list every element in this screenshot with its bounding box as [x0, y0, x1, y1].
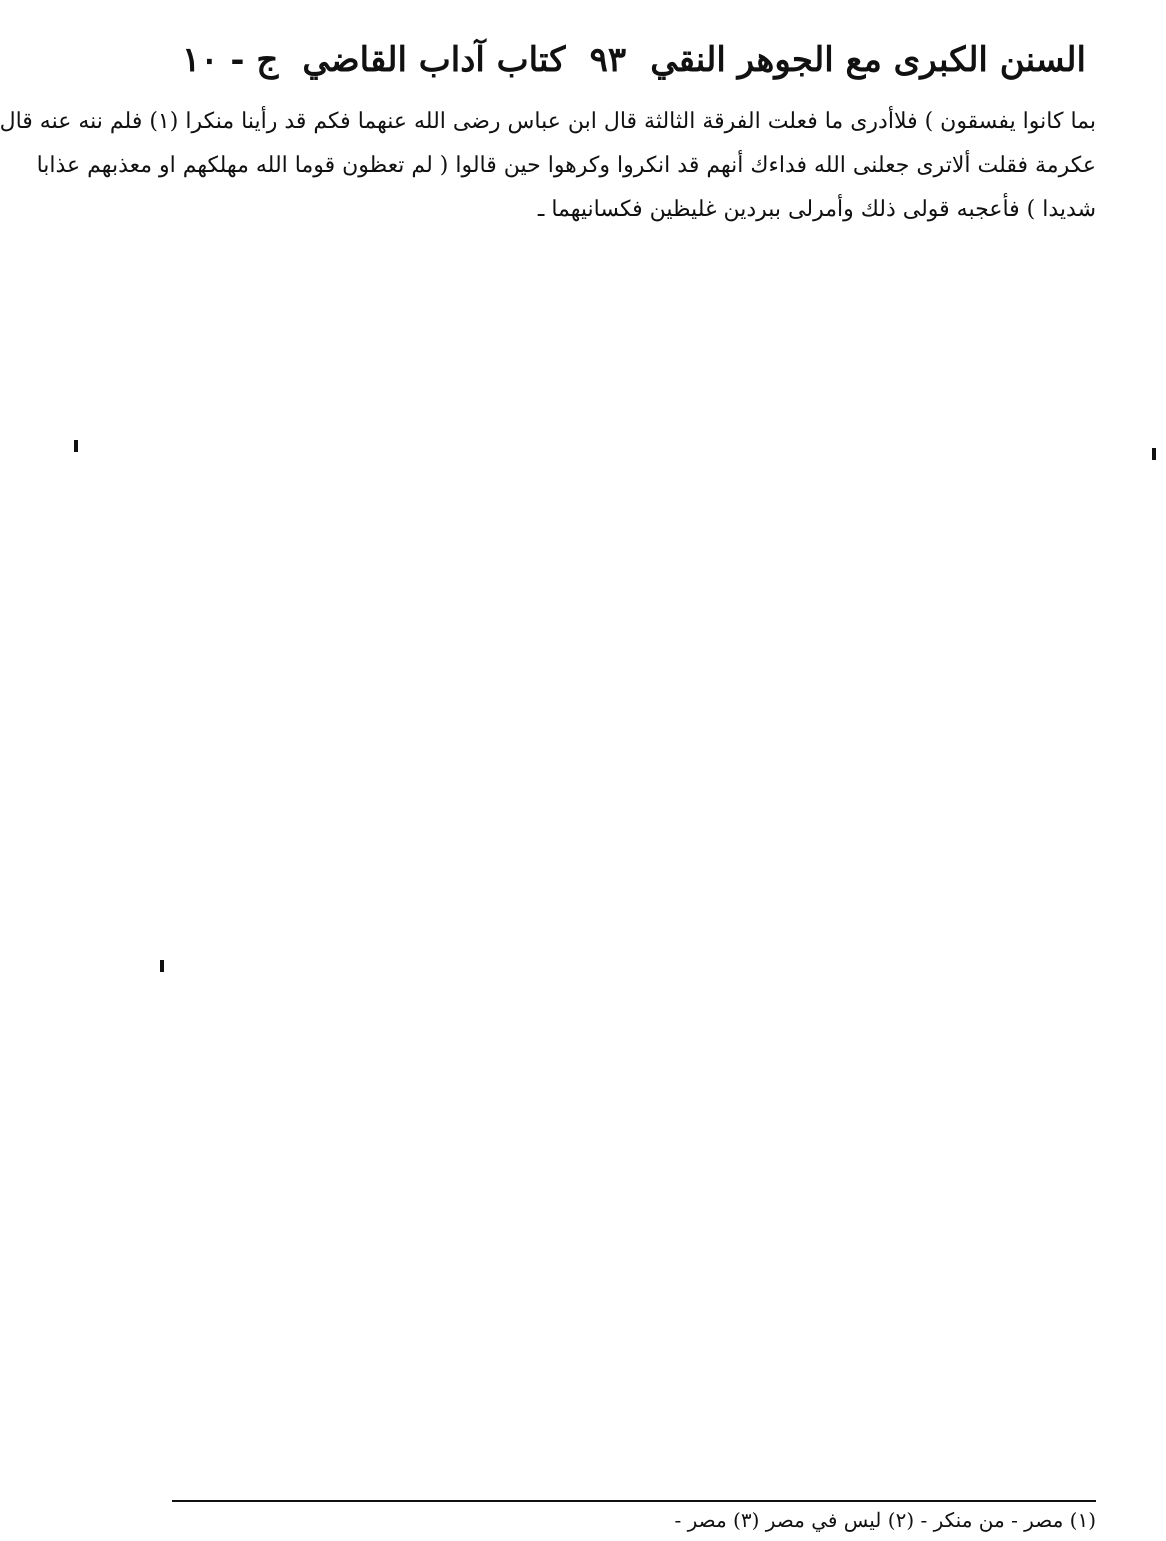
- header-title: السنن الكبرى مع الجوهر النقي: [650, 40, 1086, 80]
- margin-mark: [74, 440, 78, 452]
- footnotes: (١) مصر - من منكر - (٢) ليس في مصر (٣) مصر -: [674, 1508, 1096, 1532]
- text-line: بما كانوا يفسقون ) فلاأدرى ما فعلت الفرقة الثالثة قال ابن عباس رضى الله عنهما فكم قد رأينا منكرا (١) فلم ننه عنه قال: [0, 109, 1096, 134]
- margin-mark: [1152, 448, 1156, 460]
- header-volume: ج - ١٠: [182, 40, 279, 80]
- page-number: ٩٣: [589, 40, 627, 80]
- margin-mark: [160, 960, 164, 972]
- footnote-rule: [172, 1500, 1096, 1502]
- running-header: [182, 30, 1086, 90]
- text-line: عكرمة فقلت ألاترى جعلنى الله فداءك أنهم قد انكروا وكرهوا حين قالوا ( لم تعظون قوما الله مهلكهم او معذبهم عذابا: [36, 153, 1096, 178]
- text-line: شديدا ) فأعجبه قولى ذلك وأمرلى ببردين غليظين فكسانيهما ـ: [537, 197, 1096, 222]
- header-book-title: كتاب آداب القاضي: [302, 40, 566, 80]
- body-text: [0, 100, 1096, 1441]
